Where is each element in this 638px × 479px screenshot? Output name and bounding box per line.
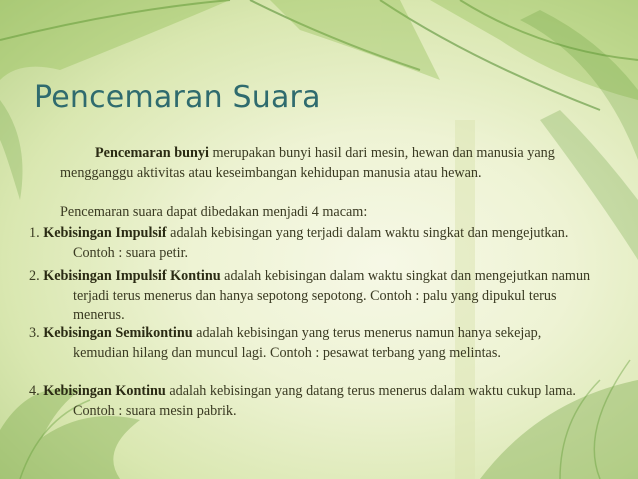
item-description: adalah kebisingan yang datang terus menerus dalam waktu cukup lama. Contoh : suara mesin pabrik. (73, 383, 576, 419)
item-description: adalah kebisingan dalam waktu singkat dan mengejutkan namun terjadi terus menerus dan hanya sepotong sepotong. Contoh : palu yang dipukul terus menerus. (73, 268, 591, 323)
item-number: 4. (29, 383, 40, 399)
list-item (29, 224, 599, 263)
list-item (29, 267, 599, 326)
list-item (29, 324, 599, 363)
item-description: adalah kebisingan yang terus menerus namun hanya sekejap, kemudian hilang dan muncul lagi. Contoh : pesawat terbang yang melintas. (73, 325, 542, 361)
item-term: Kebisingan Impulsif (43, 225, 167, 241)
intro-paragraph (0, 144, 600, 183)
item-number: 3. (29, 325, 40, 341)
intro-text: merupakan bunyi hasil dari mesin, hewan dan manusia yang mengganggu aktivitas atau keseimbangan kehidupan manusia atau hewan. (60, 145, 555, 181)
item-term: Kebisingan Impulsif Kontinu (43, 268, 221, 284)
intro-term: Pencemaran bunyi (95, 145, 209, 161)
item-description: adalah kebisingan yang terjadi dalam waktu singkat dan mengejutkan. Contoh : suara petir. (73, 225, 569, 261)
item-number: 2. (29, 268, 40, 284)
lead-paragraph: Pencemaran suara dapat dibedakan menjadi 4 macam: (60, 204, 368, 220)
slide-title: Pencemaran Suara (34, 80, 321, 115)
list-item (29, 382, 599, 421)
item-number: 1. (29, 225, 40, 241)
item-term: Kebisingan Kontinu (43, 383, 166, 399)
item-term: Kebisingan Semikontinu (43, 325, 193, 341)
